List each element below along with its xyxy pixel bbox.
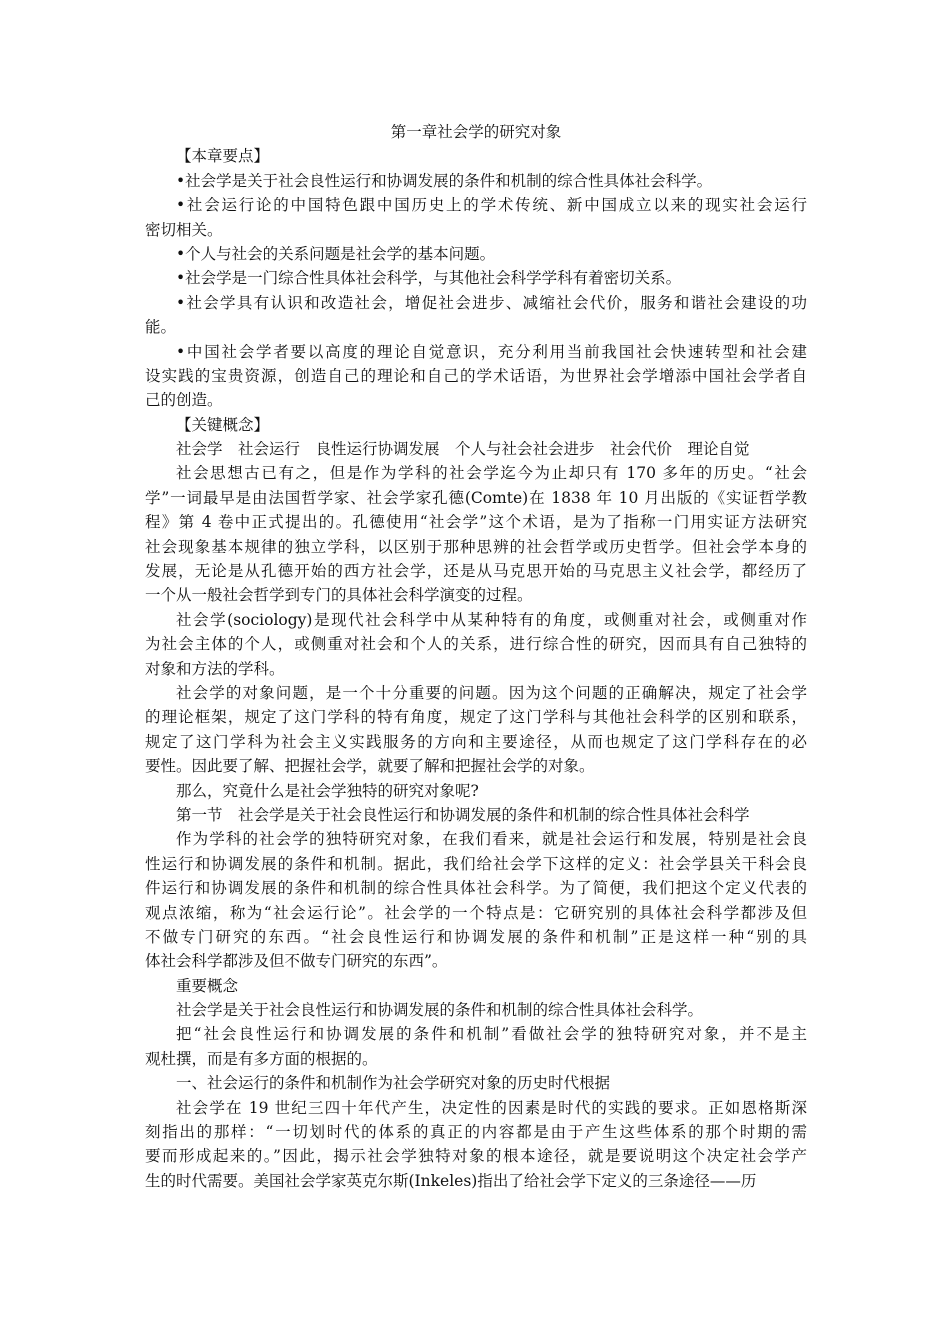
key-point: 设实践的宝贵资源，创造自己的理论和自己的学术话语，为世界社会学增添中国社会学者自 bbox=[145, 366, 807, 385]
paragraph: 的理论框架，规定了这门学科的特有角度，规定了这门学科与其他社会科学的区别和联系， bbox=[145, 708, 807, 727]
key-point: •社会运行论的中国特色跟中国历史上的学术传统、新中国成立以来的现实社会运行 bbox=[176, 196, 807, 215]
paragraph: 观点浓缩，称为“社会运行论”。社会学的一个特点是：它研究别的具体社会科学都涉及但 bbox=[145, 903, 807, 922]
paragraph: 社会学的对象问题，是一个十分重要的问题。因为这个问题的正确解决，规定了社会学 bbox=[176, 683, 807, 702]
paragraph: 社会学(sociology)是现代社会科学中从某种特有的角度，或侧重对社会，或侧重对作 bbox=[176, 610, 807, 629]
paragraph: 社会学在 19 世纪三四十年代产生，决定性的因素是时代的实践的要求。正如恩格斯深 bbox=[176, 1098, 807, 1117]
key-point: •个人与社会的关系问题是社会学的基本问题。 bbox=[176, 244, 496, 263]
section-heading: 第一节 社会学是关于社会良性运行和协调发展的条件和机制的综合性具体社会科学 bbox=[176, 805, 750, 824]
key-points-heading: 【本章要点】 bbox=[176, 147, 270, 166]
key-point: •中国社会学者要以高度的理论自觉意识，充分利用当前我国社会快速转型和社会建 bbox=[176, 342, 807, 361]
key-point: •社会学具有认识和改造社会，增促社会进步、减缩社会代价，服务和谐社会建设的功 bbox=[176, 293, 807, 312]
document-page bbox=[145, 120, 807, 1193]
paragraph: 程》第 4 卷中正式提出的。孔德使用“社会学”这个术语，是为了指称一门用实证方法研究 bbox=[145, 513, 807, 532]
paragraph: 社会现象基本规律的独立学科，以区别于那种思辨的社会哲学或历史哲学。但社会学本身的 bbox=[145, 537, 807, 556]
key-point: 能。 bbox=[145, 318, 177, 337]
paragraph: 把“社会良性运行和协调发展的条件和机制”看做社会学的独特研究对象，并不是主 bbox=[176, 1025, 807, 1044]
key-concepts-heading: 【关键概念】 bbox=[176, 415, 270, 434]
key-point: 密切相关。 bbox=[145, 220, 223, 239]
paragraph: 对象和方法的学科。 bbox=[145, 659, 285, 678]
paragraph: 作为学科的社会学的独特研究对象，在我们看来，就是社会运行和发展，特别是社会良 bbox=[176, 830, 807, 849]
paragraph: 那么，究竟什么是社会学独特的研究对象呢? bbox=[176, 781, 479, 800]
key-point: •社会学是一门综合性具体社会科学，与其他社会科学学科有着密切关系。 bbox=[176, 269, 682, 288]
key-concepts: 社会学 社会运行 良性运行协调发展 个人与社会社会进步 社会代价 理论自觉 bbox=[176, 440, 750, 459]
paragraph: 为社会主体的个人，或侧重对社会和个人的关系，进行综合性的研究，因而具有自己独特的 bbox=[145, 635, 807, 654]
key-point: 己的创造。 bbox=[145, 391, 223, 410]
paragraph: 规定了这门学科为社会主义实践服务的方向和主要途径，从而也规定了这门学科存在的必 bbox=[145, 732, 807, 751]
paragraph: 社会学是关于社会良性运行和协调发展的条件和机制的综合性具体社会科学。 bbox=[176, 1001, 704, 1020]
key-point: •社会学是关于社会良性运行和协调发展的条件和机制的综合性具体社会科学。 bbox=[176, 171, 713, 190]
paragraph: 生的时代需要。美国社会学家英克尔斯(Inkeles)指出了给社会学下定义的三条途径——历 bbox=[145, 1171, 757, 1190]
paragraph: 要而形成起来的。”因此，揭示社会学独特对象的根本途径，就是要说明这个决定社会学产 bbox=[145, 1147, 807, 1166]
important-concept-heading: 重要概念 bbox=[176, 976, 239, 995]
paragraph: 件运行和协调发展的条件和机制的综合性具体社会科学。为了简便，我们把这个定义代表的 bbox=[145, 879, 807, 898]
paragraph: 社会思想古已有之，但是作为学科的社会学迄今为止却只有 170 多年的历史。“社会 bbox=[176, 464, 807, 483]
paragraph: 发展，无论是从孔德开始的西方社会学，还是从马克思开始的马克思主义社会学，都经历了 bbox=[145, 562, 807, 581]
paragraph: 观杜撰，而是有多方面的根据的。 bbox=[145, 1049, 378, 1068]
paragraph: 一个从一般社会哲学到专门的具体社会科学演变的过程。 bbox=[145, 586, 533, 605]
subsection-heading: 一、社会运行的条件和机制作为社会学研究对象的历史时代根据 bbox=[176, 1074, 611, 1093]
paragraph: 不做专门研究的东西。“社会良性运行和协调发展的条件和机制”正是这样一种“别的具 bbox=[145, 927, 807, 946]
paragraph: 性运行和协调发展的条件和机制。据此，我们给社会学下这样的定义：社会学县关干科会良 bbox=[145, 854, 807, 873]
paragraph: 要性。因此要了解、把握社会学，就要了解和把握社会学的对象。 bbox=[145, 757, 595, 776]
paragraph: 学”一词最早是由法国哲学家、社会学家孔德(Comte)在 1838 年 10 月出版的《实证哲学教 bbox=[145, 488, 807, 507]
paragraph: 体社会科学都涉及但不做专门研究的东西”。 bbox=[145, 952, 448, 971]
chapter-title: 第一章社会学的研究对象 bbox=[390, 123, 562, 141]
paragraph: 刻指出的那样：“一切划时代的体系的真正的内容都是由于产生这些体系的那个时期的需 bbox=[145, 1123, 807, 1142]
